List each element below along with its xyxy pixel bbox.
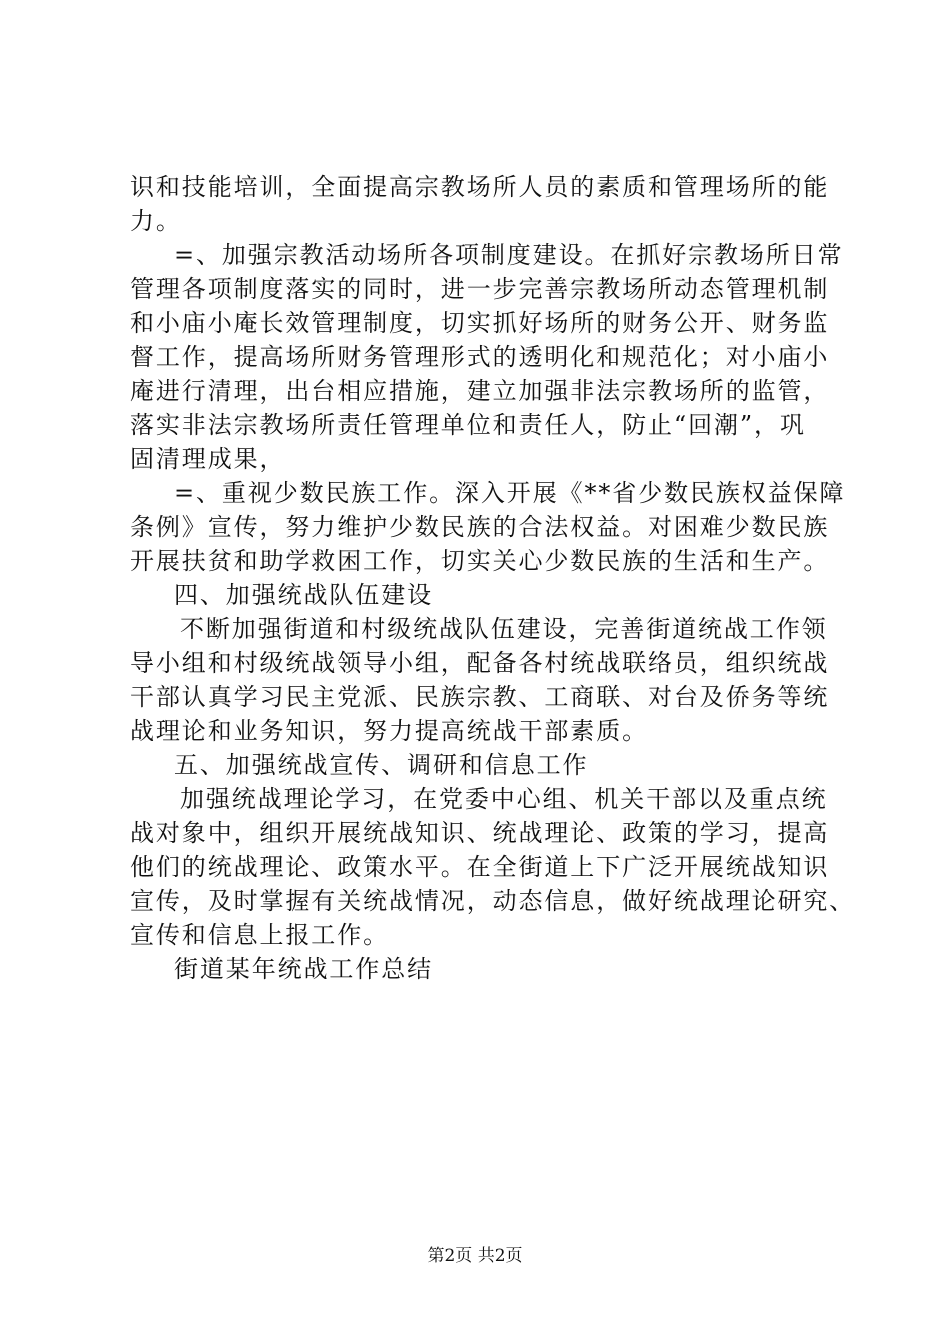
section-heading: =、重视少数民族工作。深入开展《**省少数民族权益保障 xyxy=(174,479,846,507)
text-line: 力。 xyxy=(130,207,182,235)
text-line: 导小组和村级统战领导小组，配备各村统战联络员，组织统战 xyxy=(130,649,830,677)
text-line: 战理论和业务知识，努力提高统战干部素质。 xyxy=(130,717,648,745)
page-number: 第2页 共2页 xyxy=(427,1246,523,1266)
paragraph-start: 加强统战理论学习，在党委中心组、机关干部以及重点统 xyxy=(180,785,828,813)
text-line: 干部认真学习民主党派、民族宗教、工商联、对台及侨务等统 xyxy=(130,683,830,711)
text-line: 条例》宣传，努力维护少数民族的合法权益。对困难少数民族 xyxy=(130,513,830,541)
text-line: 庵进行清理，出台相应措施，建立加强非法宗教场所的监管， xyxy=(130,377,830,405)
document-body xyxy=(130,170,856,986)
text-line: 落实非法宗教场所责任管理单位和责任人，防止“回潮”，巩 xyxy=(130,411,806,439)
text-line: 识和技能培训，全面提高宗教场所人员的素质和管理场所的能 xyxy=(130,173,830,201)
section-heading: 五、加强统战宣传、调研和信息工作 xyxy=(174,751,589,779)
text-line: 和小庙小庵长效管理制度，切实抓好场所的财务公开、财务监 xyxy=(130,309,830,337)
section-heading: 四、加强统战队伍建设 xyxy=(174,581,433,609)
text-line: 督工作，提高场所财务管理形式的透明化和规范化；对小庙小 xyxy=(130,343,830,371)
text-line: 他们的统战理论、政策水平。在全街道上下广泛开展统战知识 xyxy=(130,853,830,881)
paragraph-start: 不断加强街道和村级统战队伍建设，完善街道统战工作领 xyxy=(180,615,828,643)
text-line: 固清理成果， xyxy=(130,445,286,473)
document-title-footer: 街道某年统战工作总结 xyxy=(174,955,433,983)
section-heading: =、加强宗教活动场所各项制度建设。在抓好宗教场所日常 xyxy=(174,241,844,269)
text-line: 开展扶贫和助学救困工作，切实关心少数民族的生活和生产。 xyxy=(130,547,830,575)
text-line: 宣传和信息上报工作。 xyxy=(130,921,389,949)
text-line: 管理各项制度落实的同时，进一步完善宗教场所动态管理机制 xyxy=(130,275,830,303)
text-line: 战对象中，组织开展统战知识、统战理论、政策的学习，提高 xyxy=(130,819,830,847)
text-line: 宣传，及时掌握有关统战情况，动态信息，做好统战理论研究、 xyxy=(130,887,856,915)
